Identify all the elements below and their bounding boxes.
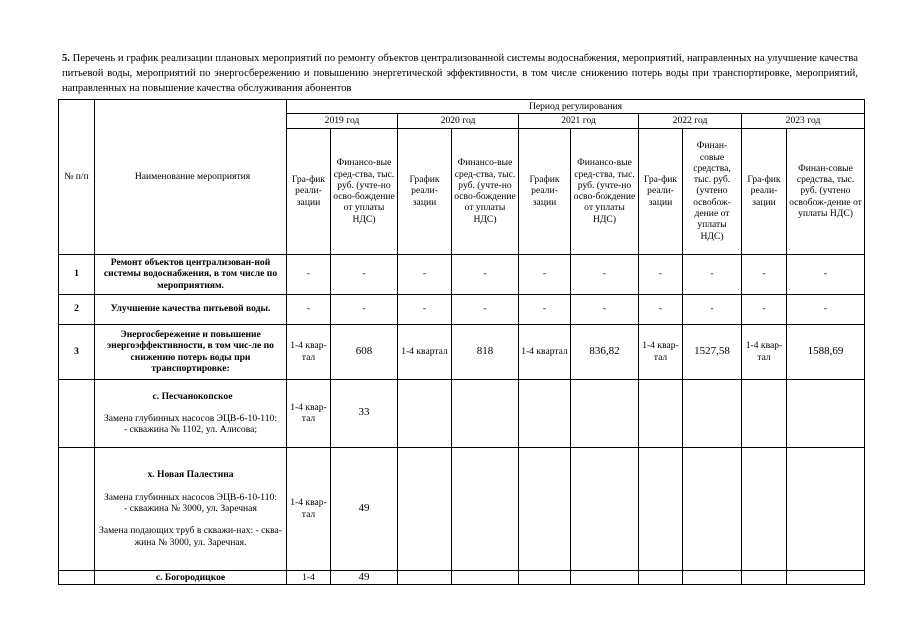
empty-cell	[683, 447, 742, 570]
cell: -	[452, 254, 519, 294]
empty-cell	[519, 379, 571, 447]
header-name: Наименование мероприятия	[95, 100, 287, 255]
cell: -	[398, 294, 452, 324]
cell: 49	[331, 570, 398, 584]
row-name: Энергосбережение и повышение энергоэффективности, в том чис-ле по снижению потерь воды при транспортировке:	[95, 324, 287, 379]
header-finance: Финан-совые средства, тыс. руб. (учтено освобож-дение от уплаты НДС)	[787, 128, 865, 254]
empty-cell	[398, 570, 452, 584]
cell: -	[639, 294, 683, 324]
empty-cell	[59, 379, 95, 447]
empty-cell	[683, 570, 742, 584]
header-finance: Финансо-вые сред-ства, тыс. руб. (учте-но осво-бождение от уплаты НДС)	[452, 128, 519, 254]
empty-cell	[787, 379, 865, 447]
header-year: 2019 год	[287, 114, 398, 128]
cell: -	[287, 254, 331, 294]
header-schedule: Гра-фик реали-зации	[639, 128, 683, 254]
header-year: 2022 год	[639, 114, 742, 128]
description-line: Замена подающих труб в скважи-нах: - сква-жина № 3000, ул. Заречная.	[99, 525, 282, 548]
cell: 1-4 квартал	[519, 324, 571, 379]
cell: -	[571, 294, 639, 324]
header-year: 2021 год	[519, 114, 639, 128]
header-number: № п/п	[59, 100, 95, 255]
empty-cell	[571, 379, 639, 447]
cell: 1-4 квар-тал	[287, 447, 331, 570]
header-finance: Финансо-вые сред-ства, тыс. руб. (учте-но осво-бождение от уплаты НДС)	[331, 128, 398, 254]
row-number: 2	[59, 294, 95, 324]
empty-cell	[787, 447, 865, 570]
empty-cell	[639, 570, 683, 584]
description-line: - скважина № 3000, ул. Заречная	[124, 502, 257, 514]
empty-cell	[571, 570, 639, 584]
empty-cell	[571, 447, 639, 570]
cell: -	[398, 254, 452, 294]
header-schedule: Гра-фик реали-зации	[287, 128, 331, 254]
activities-table	[58, 99, 865, 585]
cell: -	[742, 294, 787, 324]
header-finance: Финан-совые средства, тыс. руб. (учтено освобож-дение от уплаты НДС)	[683, 128, 742, 254]
table-row	[59, 379, 865, 447]
header-finance: Финансо-вые сред-ства, тыс. руб. (учте-но осво-бождение от уплаты НДС)	[571, 128, 639, 254]
table-row	[59, 447, 865, 570]
cell: 608	[331, 324, 398, 379]
cell: 836,82	[571, 324, 639, 379]
row-name: Ремонт объектов централизован-ной системы водоснабжения, в том числе по мероприятиям.	[95, 254, 287, 294]
header-schedule: График реали-зации	[398, 128, 452, 254]
cell: 33	[331, 379, 398, 447]
cell: 1-4 квар-тал	[742, 324, 787, 379]
cell: -	[331, 254, 398, 294]
description-line: - скважина № 1102, ул. Алисова;	[123, 424, 258, 436]
section-title: Перечень и график реализации плановых мероприятий по ремонту объектов централизованной системы водоснабжения, мероприятий, направленных на улучшение качества питьевой воды, мероприятий по энергосбережению и повышению энергетической эффективности, в том числе снижению потерь воды при транспортировке, мероприятий, направленных на повышение качества обслуживания абонентов	[62, 53, 858, 94]
table-row	[59, 294, 865, 324]
cell: -	[519, 254, 571, 294]
cell: 1527,58	[683, 324, 742, 379]
empty-cell	[519, 570, 571, 584]
cell: -	[639, 254, 683, 294]
location-name: х. Новая Палестина	[147, 469, 234, 481]
location-name: с. Песчанокопское	[152, 390, 233, 402]
empty-cell	[452, 447, 519, 570]
cell: 1-4 квар-тал	[287, 379, 331, 447]
table-row	[59, 254, 865, 294]
table-row	[59, 570, 865, 584]
location-name: с. Богородицкое	[155, 571, 226, 583]
empty-cell	[398, 447, 452, 570]
cell: 818	[452, 324, 519, 379]
empty-cell	[683, 379, 742, 447]
header-schedule: График реали-зации	[519, 128, 571, 254]
cell: 1-4 квартал	[398, 324, 452, 379]
cell: -	[287, 294, 331, 324]
cell: 1-4	[287, 570, 331, 584]
cell: -	[331, 294, 398, 324]
row-number: 1	[59, 254, 95, 294]
description-line: Замена глубинных насосов ЭЦВ-6-10-110:	[103, 491, 278, 503]
empty-cell	[59, 570, 95, 584]
cell: -	[683, 254, 742, 294]
header-year: 2020 год	[398, 114, 519, 128]
sub-row-description	[95, 379, 287, 447]
cell: 1588,69	[787, 324, 865, 379]
cell: -	[742, 254, 787, 294]
sub-row-description	[95, 447, 287, 570]
empty-cell	[742, 570, 787, 584]
empty-cell	[452, 570, 519, 584]
row-number: 3	[59, 324, 95, 379]
header-schedule: Гра-фик реали-зации	[742, 128, 787, 254]
row-name: Улучшение качества питьевой воды.	[95, 294, 287, 324]
empty-cell	[787, 570, 865, 584]
description-line: Замена глубинных насосов ЭЦВ-6-10-110:	[103, 412, 278, 424]
section-heading	[62, 51, 858, 96]
header-year: 2023 год	[742, 114, 865, 128]
empty-cell	[742, 447, 787, 570]
empty-cell	[452, 379, 519, 447]
empty-cell	[519, 447, 571, 570]
empty-cell	[639, 379, 683, 447]
cell: -	[519, 294, 571, 324]
cell: 1-4 квар-тал	[639, 324, 683, 379]
cell: -	[787, 254, 865, 294]
empty-cell	[742, 379, 787, 447]
cell: -	[571, 254, 639, 294]
empty-cell	[398, 379, 452, 447]
cell: -	[787, 294, 865, 324]
header-period: Период регулирования	[287, 100, 865, 114]
empty-cell	[59, 447, 95, 570]
cell: 49	[331, 447, 398, 570]
table-row	[59, 324, 865, 379]
sub-row-description	[95, 570, 287, 584]
cell: -	[683, 294, 742, 324]
section-number: 5.	[62, 53, 70, 64]
cell: -	[452, 294, 519, 324]
empty-cell	[639, 447, 683, 570]
cell: 1-4 квар-тал	[287, 324, 331, 379]
